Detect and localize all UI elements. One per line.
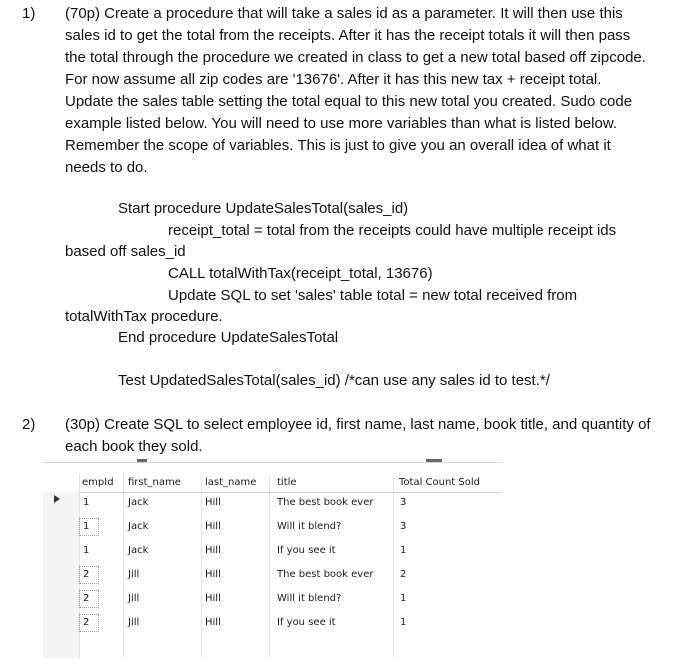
code-line: Update SQL to set 'sales' table total = new total received from: [168, 287, 578, 304]
code-line: totalWithTax procedure.: [65, 308, 223, 325]
cell-last-name[interactable]: Hill: [205, 593, 221, 604]
cell-total-count-sold[interactable]: 1: [400, 593, 407, 604]
code-line: based off sales_id: [65, 243, 186, 260]
header-divider: [80, 492, 500, 493]
question-1-number: 1): [22, 5, 36, 22]
scroll-marker: [137, 459, 147, 462]
question-1-line: example listed below. You will need to use more variables than what is listed below.: [65, 115, 617, 132]
code-line: receipt_total = total from the receipts could have multiple receipt ids: [168, 222, 617, 239]
cell-title[interactable]: The best book ever: [277, 569, 374, 580]
question-2-line: each book they sold.: [65, 438, 203, 455]
grid-top-border: [43, 462, 503, 463]
cell-first-name[interactable]: Jack: [128, 545, 149, 556]
cell-first-name[interactable]: Jill: [128, 593, 140, 604]
cell-empid[interactable]: 2: [83, 617, 90, 628]
column-header-title[interactable]: title: [277, 477, 297, 488]
cell-last-name[interactable]: Hill: [205, 521, 221, 532]
cell-last-name[interactable]: Hill: [205, 545, 221, 556]
cell-first-name[interactable]: Jack: [128, 521, 149, 532]
question-1-line: Update the sales table setting the total equal to this new total you created. Sudo code: [65, 93, 633, 110]
cell-empid[interactable]: 2: [83, 569, 90, 580]
question-1-line: For now assume all zip codes are '13676'. After it has this new tax + receipt total.: [65, 71, 602, 88]
question-1-line: Remember the scope of variables. This is just to give you an overall idea of what it: [65, 137, 611, 154]
cell-last-name[interactable]: Hill: [205, 497, 221, 508]
cell-total-count-sold[interactable]: 1: [400, 617, 407, 628]
current-row-arrow-icon: [54, 495, 60, 503]
question-1-text: [65, 3, 685, 179]
cell-total-count-sold[interactable]: 1: [400, 545, 407, 556]
scroll-marker: [426, 459, 442, 462]
column-header-last-name[interactable]: last_name: [205, 477, 257, 488]
question-1-line: sales id to get the total from the receipts. After it has the receipt totals it will then pass: [65, 27, 631, 44]
cell-empid[interactable]: 2: [83, 593, 90, 604]
cell-total-count-sold[interactable]: 3: [400, 521, 407, 532]
grid-divider: [123, 474, 124, 658]
question-1-line: the total through the procedure we created in class to get a new total based off zipcode.: [65, 49, 646, 66]
cell-title[interactable]: If you see it: [277, 545, 336, 556]
code-line: End procedure UpdateSalesTotal: [118, 329, 339, 346]
row-selector-column: [43, 492, 79, 658]
column-header-first-name[interactable]: first_name: [128, 477, 181, 488]
cell-title[interactable]: Will it blend?: [277, 593, 342, 604]
column-header-total-count-sold[interactable]: Total Count Sold: [399, 477, 481, 488]
cell-last-name[interactable]: Hill: [205, 569, 221, 580]
cell-last-name[interactable]: Hill: [205, 617, 221, 628]
grid-divider: [393, 474, 394, 658]
question-2-text: [65, 414, 651, 458]
cell-first-name[interactable]: Jill: [128, 569, 140, 580]
grid-divider: [201, 474, 202, 658]
code-line: CALL totalWithTax(receipt_total, 13676): [168, 265, 433, 282]
cell-title[interactable]: If you see it: [277, 617, 336, 628]
cell-empid[interactable]: 1: [83, 545, 90, 556]
cell-total-count-sold[interactable]: 3: [400, 497, 407, 508]
result-grid: [43, 462, 505, 658]
question-1-line: (70p) Create a procedure that will take a sales id as a parameter. It will then use this: [65, 5, 623, 22]
cell-first-name[interactable]: Jack: [128, 497, 149, 508]
column-header-empid[interactable]: empId: [82, 477, 114, 488]
cell-empid[interactable]: 1: [83, 521, 90, 532]
grid-divider: [269, 474, 270, 658]
code-line: Start procedure UpdateSalesTotal(sales_id): [118, 200, 409, 217]
cell-title[interactable]: Will it blend?: [277, 521, 342, 532]
cell-title[interactable]: The best book ever: [277, 497, 374, 508]
cell-total-count-sold[interactable]: 2: [400, 569, 407, 580]
question-2-line: (30p) Create SQL to select employee id, first name, last name, book title, and quantity of: [65, 416, 651, 433]
question-1-line: needs to do.: [65, 159, 148, 176]
question-2-number: 2): [22, 416, 36, 433]
code-line: Test UpdatedSalesTotal(sales_id) /*can use any sales id to test.*/: [118, 372, 550, 389]
cell-first-name[interactable]: Jill: [128, 617, 140, 628]
cell-empid[interactable]: 1: [83, 497, 90, 508]
